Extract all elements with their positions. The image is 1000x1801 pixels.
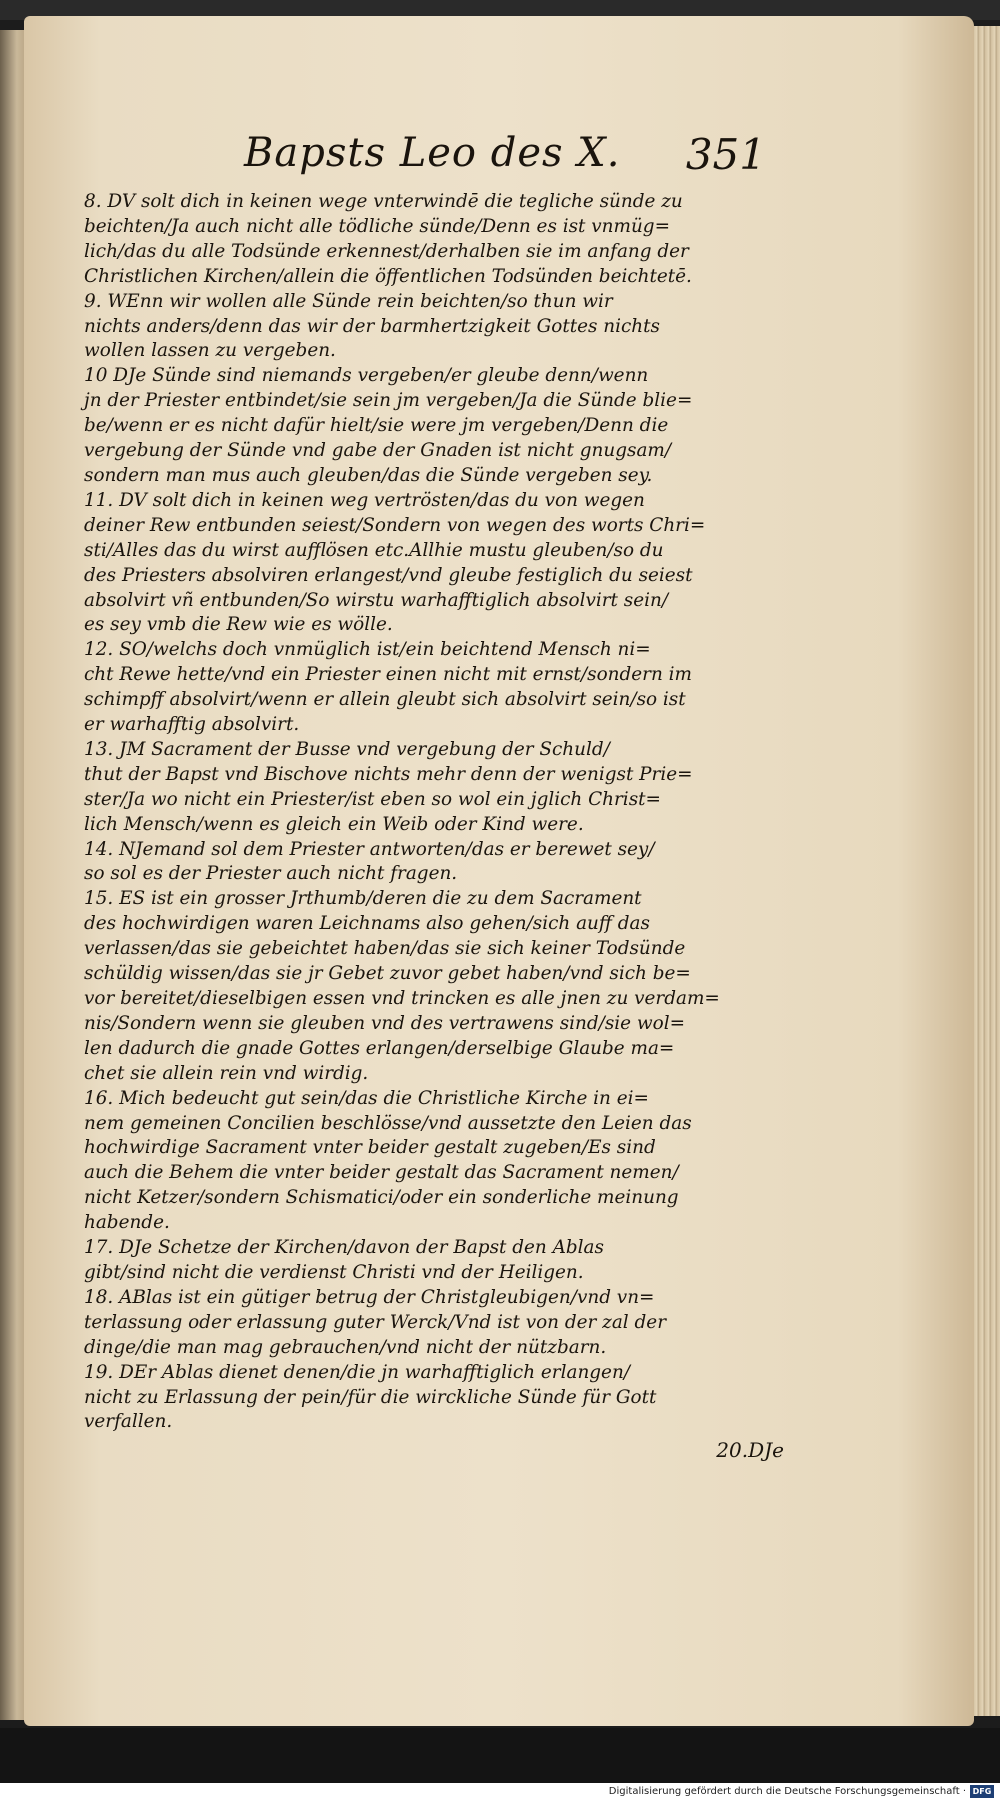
page-number: 351 bbox=[685, 130, 766, 179]
text-line: des hochwirdigen waren Leichnams also gehen/sich auff das bbox=[84, 913, 650, 935]
text-line: absolvirt vñ entbunden/So wirstu warhafftiglich absolvirt sein/ bbox=[84, 589, 669, 611]
text-line: schimpff absolvirt/wenn er allein gleubt sich absolvirt sein/so ist bbox=[84, 689, 686, 711]
text-line: vor bereitet/dieselbigen essen vnd trincken es alle jnen zu verdam= bbox=[84, 988, 720, 1009]
text-line: deiner Rew entbunden seiest/Sondern von wegen des worts Chri= bbox=[84, 514, 706, 536]
text-line: des Priesters absolviren erlangest/vnd gleube festiglich du seiest bbox=[84, 564, 693, 586]
text-line: auch die Behem die vnter beider gestalt das Sacrament nemen/ bbox=[84, 1162, 679, 1184]
text-line: Christlichen Kirchen/allein die öffentlichen Todsünden beichtetē. bbox=[84, 265, 692, 287]
text-line: ster/Ja wo nicht ein Priester/ist eben so wol ein jglich Christ= bbox=[84, 788, 661, 810]
text-line: verfallen. bbox=[84, 1411, 173, 1433]
text-line: be/wenn er es nicht dafür hielt/sie were jm vergeben/Denn die bbox=[84, 415, 669, 437]
page-header bbox=[84, 130, 766, 190]
text-line: nichts anders/denn das wir der barmhertzigkeit Gottes nichts bbox=[84, 315, 660, 337]
text-line: wollen lassen zu vergeben. bbox=[84, 340, 336, 362]
text-line: 12. SO/welchs doch vnmüglich ist/ein beichtend Mensch ni= bbox=[84, 639, 651, 661]
text-line: beichten/Ja auch nicht alle tödliche sünde/Denn es ist vnmüg= bbox=[84, 215, 670, 237]
text-line: 13. JM Sacrament der Busse vnd vergebung der Schuld/ bbox=[84, 738, 610, 760]
text-line: vergebung der Sünde vnd gabe der Gnaden ist nicht gnugsam/ bbox=[84, 440, 672, 462]
text-line: nicht Ketzer/sondern Schismatici/oder ein sonderliche meinung bbox=[84, 1187, 679, 1209]
text-line: 14. NJemand sol dem Priester antworten/das er berewet sey/ bbox=[84, 838, 655, 860]
text-line: er warhafftig absolvirt. bbox=[84, 714, 300, 736]
text-line: cht Rewe hette/vnd ein Priester einen nicht mit ernst/sondern im bbox=[84, 664, 692, 686]
text-line: nis/Sondern wenn sie gleuben vnd des vertrawens sind/sie wol= bbox=[84, 1012, 685, 1034]
text-line: gibt/sind nicht die verdienst Christi vnd der Heiligen. bbox=[84, 1261, 584, 1283]
funding-credit: Digitalisierung gefördert durch die Deutsche Forschungsgemeinschaft · bbox=[608, 1786, 966, 1797]
text-line: es sey vmb die Rew wie es wölle. bbox=[84, 614, 393, 636]
running-title: Bapsts Leo des X. bbox=[244, 130, 621, 176]
text-line: 10 DJe Sünde sind niemands vergeben/er gleube denn/wenn bbox=[84, 365, 649, 387]
text-line: sti/Alles das du wirst aufflösen etc.Allhie mustu gleuben/so du bbox=[84, 539, 664, 561]
text-line: terlassung oder erlassung guter Werck/Vnd ist von der zal der bbox=[84, 1311, 666, 1333]
text-line: so sol es der Priester auch nicht fragen. bbox=[84, 863, 458, 885]
text-line: 16. Mich bedeucht gut sein/das die Christliche Kirche in ei= bbox=[84, 1087, 649, 1109]
text-line: 19. DEr Ablas dienet denen/die jn warhafftiglich erlangen/ bbox=[84, 1361, 630, 1383]
text-line: lich/das du alle Todsünde erkennest/derhalben sie im anfang der bbox=[84, 240, 689, 262]
text-line: jn der Priester entbindet/sie sein jm vergeben/Ja die Sünde blie= bbox=[84, 390, 693, 412]
text-line: 9. WEnn wir wollen alle Sünde rein beichten/so thun wir bbox=[84, 290, 613, 312]
text-line: thut der Bapst vnd Bischove nichts mehr denn der wenigst Prie= bbox=[84, 763, 693, 785]
digitization-footer bbox=[0, 1783, 1000, 1801]
text-line: 11. DV solt dich in keinen weg vertrösten/das du von wegen bbox=[84, 489, 645, 511]
text-line: dinge/die man mag gebrauchen/vnd nicht der nützbarn. bbox=[84, 1336, 607, 1358]
scanner-bottom-strip bbox=[0, 1728, 1000, 1783]
text-line: nem gemeinen Concilien beschlösse/vnd aussetzte den Leien das bbox=[84, 1112, 692, 1134]
catchword: 20.DJe bbox=[716, 1438, 784, 1462]
text-line: len dadurch die gnade Gottes erlangen/derselbige Glaube ma= bbox=[84, 1037, 675, 1059]
body-text bbox=[84, 190, 766, 1435]
text-line: chet sie allein rein vnd wirdig. bbox=[84, 1062, 369, 1084]
text-line: sondern man mus auch gleuben/das die Sünde vergeben sey. bbox=[84, 464, 653, 486]
text-line: verlassen/das sie gebeichtet haben/das sie sich keiner Todsünde bbox=[84, 938, 686, 960]
text-line: 15. ES ist ein grosser Jrthumb/deren die zu dem Sacrament bbox=[84, 888, 642, 910]
text-line: 18. ABlas ist ein gütiger betrug der Christgleubigen/vnd vn= bbox=[84, 1286, 655, 1308]
text-line: hochwirdige Sacrament vnter beider gestalt zugeben/Es sind bbox=[84, 1137, 656, 1159]
dfg-logo: DFG bbox=[970, 1785, 994, 1798]
text-line: habende. bbox=[84, 1212, 170, 1234]
text-line: 8. DV solt dich in keinen wege vnterwindē die tegliche sünde zu bbox=[84, 191, 683, 212]
text-line: nicht zu Erlassung der pein/für die wirckliche Sünde für Gott bbox=[84, 1386, 657, 1408]
text-line: schüldig wissen/das sie jr Gebet zuvor gebet haben/vnd sich be= bbox=[84, 963, 691, 985]
text-line: lich Mensch/wenn es gleich ein Weib oder Kind were. bbox=[84, 813, 584, 835]
text-line: 17. DJe Schetze der Kirchen/davon der Bapst den Ablas bbox=[84, 1237, 604, 1259]
